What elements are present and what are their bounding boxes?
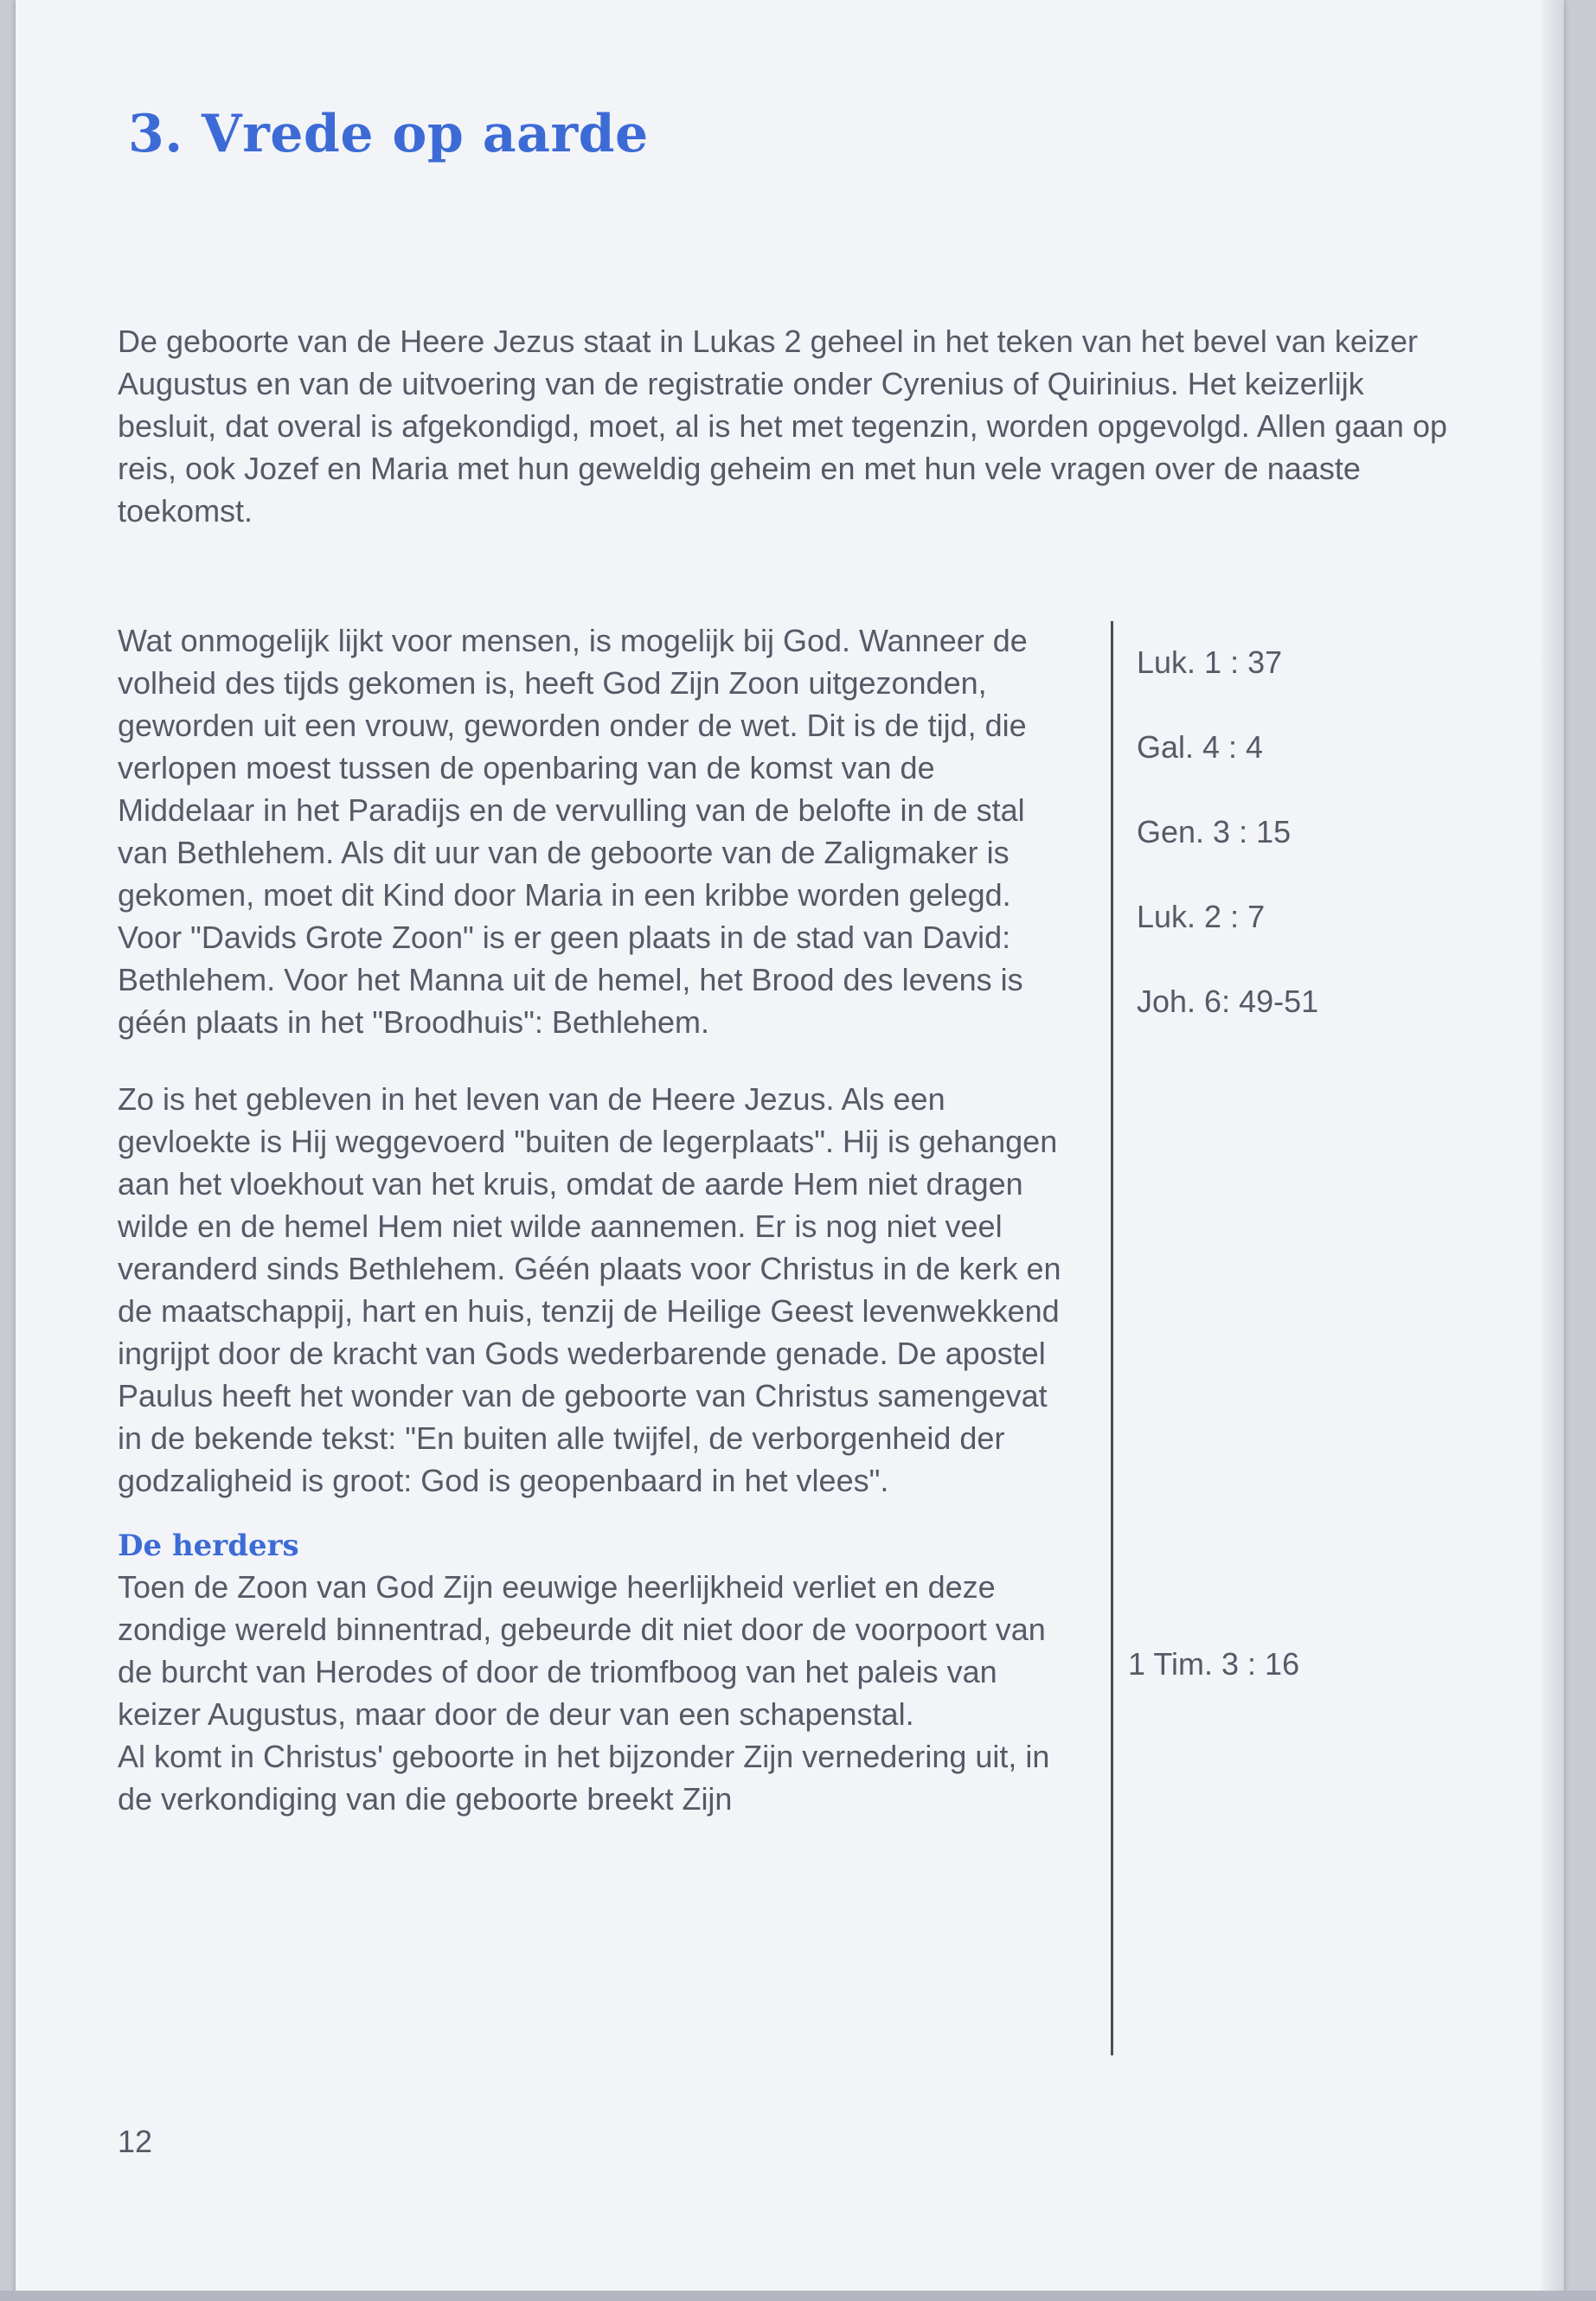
scan-edge: [0, 2291, 1596, 2301]
section-heading-herders: De herders: [118, 1529, 299, 1563]
margin-divider-line: [1111, 621, 1113, 2055]
chapter-title: 3. Vrede op aarde: [128, 104, 649, 164]
page-fold-shadow: [1542, 0, 1564, 2301]
body-paragraph-2: Zo is het gebleven in het leven van de Heere Jezus. Als een gevloekte is Hij weggevoerd "buiten de legerplaats". Hij is gehangen aan het vloekhout van het kruis, omdat de aarde Hem niet dragen wilde en de hemel Hem niet wilde aannemen. Er is nog niet veel veranderd sinds Bethlehem. Géén plaats voor Christus in de kerk en de maatschappij, hart en huis, tenzij de Heilige Geest levenwekkend ingrijpt door de kracht van Gods wederbarende genade. De apostel Paulus heeft het wonder van de geboorte van Christus samengevat in de bekende tekst: "En buiten alle twijfel, de verborgenheid der godzaligheid is groot: God is geopenbaard in het vlees".: [118, 1081, 1061, 1498]
scripture-reference: 1 Tim. 3 : 16: [1128, 1646, 1300, 1682]
main-text-column: [118, 619, 1069, 1820]
body-paragraph-1: Wat onmogelijk lijkt voor mensen, is mogelijk bij God. Wanneer de volheid des tijds gekomen is, heeft God Zijn Zoon uitgezonden, geworden uit een vrouw, geworden onder de wet. Dit is de tijd, die verlopen moest tussen de openbaring van de komst van de Middelaar in het Paradijs en de vervulling van de belofte in de stal van Bethlehem. Als dit uur van de geboorte van de Zaligmaker is gekomen, moet dit Kind door Maria in een kribbe worden gelegd. Voor "Davids Grote Zoon" is er geen plaats in de stad van David: Bethlehem. Voor het Manna uit de hemel, het Brood des levens is géén plaats in het "Broodhuis": Bethlehem.: [118, 623, 1028, 1040]
body-paragraph-3: Toen de Zoon van God Zijn eeuwige heerlijkheid verliet en deze zondige wereld binnentrad, gebeurde dit niet door de voorpoort van de burcht van Herodes of door de triomfboog van het paleis van keizer Augustus, maar door de deur van een schapenstal.: [118, 1569, 1046, 1732]
page: [16, 0, 1564, 2301]
scripture-reference: Gen. 3 : 15: [1137, 814, 1292, 849]
scripture-reference: Luk. 2 : 7: [1137, 899, 1266, 934]
scripture-reference: Gal. 4 : 4: [1137, 729, 1264, 765]
page-number: 12: [118, 2124, 153, 2159]
scripture-reference: Luk. 1 : 37: [1137, 644, 1283, 680]
intro-paragraph: De geboorte van de Heere Jezus staat in Lukas 2 geheel in het teken van het bevel van keizer Augustus en van de uitvoering van de registratie onder Cyrenius of Quirinius. Het keizerlijk besluit, dat overal is afgekondigd, moet, al is het met tegenzin, worden opgevolgd. Allen gaan op reis, ook Jozef en Maria met hun geweldig geheim en met hun vele vragen over de naaste toekomst.: [118, 324, 1447, 529]
body-paragraph-4: Al komt in Christus' geboorte in het bijzonder Zijn vernedering uit, in de verkondiging van die geboorte breekt Zijn: [118, 1739, 1050, 1817]
scripture-reference: Joh. 6: 49-51: [1137, 984, 1319, 1019]
